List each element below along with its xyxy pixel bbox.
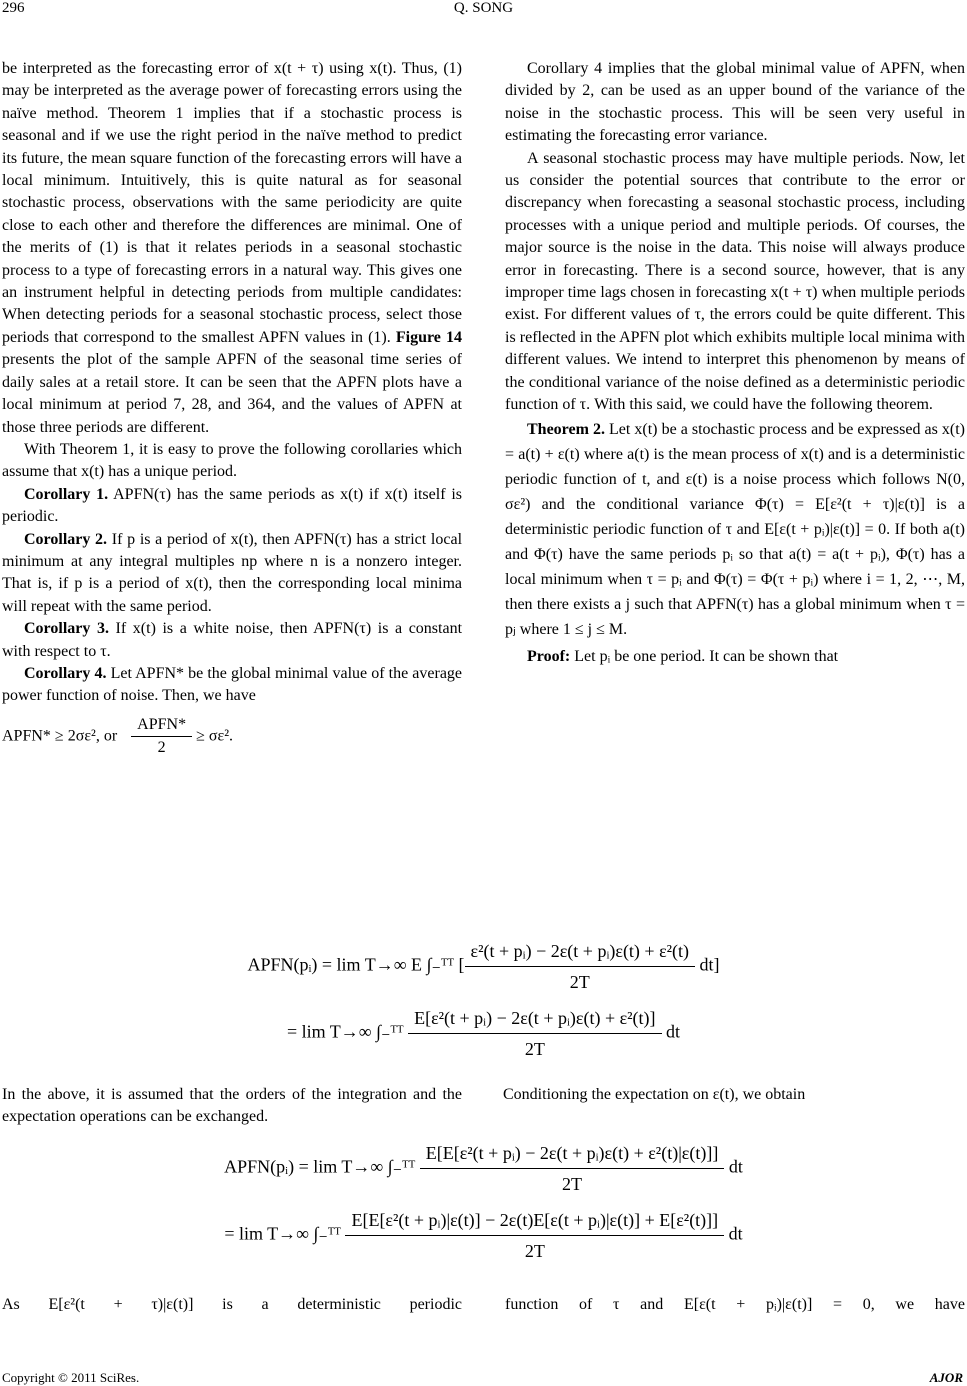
corollary-1 bbox=[2, 484, 462, 529]
corollary-text: If p is a period of x(t), then APFN(τ) has a strict local minimum at any integral multiples np where n is a nonzero integer. That is, if p is a period of x(t), then the corresponding local minima will repeat with the same period. bbox=[2, 530, 463, 615]
fraction bbox=[345, 1205, 724, 1266]
denominator: 2T bbox=[524, 1241, 545, 1261]
corollary-3 bbox=[2, 618, 462, 663]
equation-part: ≥ σε². bbox=[196, 727, 233, 745]
fraction bbox=[420, 1138, 725, 1199]
differential: dt bbox=[699, 954, 714, 975]
corollary-text: Let APFN* be the global minimal value of the average power function of noise. Then, we have bbox=[2, 664, 463, 705]
corollary-label: Corollary 3. bbox=[24, 620, 109, 638]
theorem-label: Theorem 2. bbox=[527, 420, 605, 438]
numerator: E[E[ε²(t + pᵢ)|ε(t)] − 2ε(t)E[ε(t + pᵢ)|ε(t)] + E[ε²(t)]] bbox=[345, 1205, 724, 1236]
figure-reference: Figure 14 bbox=[395, 328, 463, 346]
paragraph-text: presents the plot of the sample APFN of the seasonal time series of daily sales at a retail store. It can be seen that the APFN plots have a local minimum at period 7, 28, and 364, and the values of APFN at those three periods are different. bbox=[2, 351, 462, 436]
corollary-label: Corollary 1. bbox=[24, 485, 109, 503]
equation-lhs: = lim T→∞ bbox=[224, 1223, 309, 1244]
equation-line: APFN(pᵢ) = lim T→∞ E ∫₋ᵀᵀ [ $\frac{\text{ε²(t + pᵢ) − 2ε(t + pᵢ)ε(t) + ε²(t)}}{2T}$ dt] bbox=[0, 936, 967, 997]
equation-conditional-expansion bbox=[0, 1138, 967, 1266]
corollary-4 bbox=[2, 663, 462, 708]
differential: dt bbox=[728, 1156, 743, 1177]
paragraph bbox=[2, 58, 462, 439]
equation-lhs: = lim T→∞ bbox=[286, 1021, 372, 1042]
denominator: 2T bbox=[569, 972, 590, 992]
corollary-4-equation bbox=[2, 714, 462, 760]
proof bbox=[505, 646, 965, 668]
theorem-text: Let x(t) be a stochastic process and be expressed as x(t) = a(t) + ε(t) where a(t) is the mean process of x(t) and is a deterministic periodic function of t, and ε(t) is a noise process which follows N(0, σε²) and the conditional variance Φ(τ) = E[ε²(t + τ)|ε(t)] is a deterministic periodic function of τ and E[ε(t + pᵢ)|ε(t)] = 0. If both a(t) and Φ(τ) have the same periods pᵢ so that a(t) = a(t + pᵢ), Φ(τ) has a local minimum when τ = pᵢ and Φ(τ) = Φ(τ + pᵢ) where i = 1, 2, ⋯, M, then there exists a j such that APFN(τ) has a global minimum when τ = pⱼ where 1 ≤ j ≤ M. bbox=[505, 420, 965, 638]
equation-lhs: APFN(pᵢ) = lim T→∞ bbox=[224, 1156, 384, 1177]
fraction bbox=[465, 936, 695, 997]
numerator: APFN* bbox=[131, 714, 192, 737]
corollary-label: Corollary 4. bbox=[24, 664, 107, 682]
corollary-label: Corollary 2. bbox=[24, 530, 108, 548]
fraction bbox=[408, 1003, 661, 1064]
paragraph: Corollary 4 implies that the global minimal value of APFN, when divided by 2, can be used as an upper bound of the variance of the noise in the stochastic process. This will be seen very useful in estimating the forecasting error variance. bbox=[505, 60, 965, 145]
proof-text: Let pᵢ be one period. It can be shown that bbox=[574, 647, 839, 665]
copyright-footer: Copyright © 2011 SciRes. bbox=[2, 1370, 140, 1385]
paragraph-text: be interpreted as the forecasting error of x(t + τ) using x(t). Thus, (1) may be interpreted as the average power of forecasting errors using the naïve method. Theorem 1 implies that if a stochastic process is seasonal and if we use the right period in the naïve method to predict its future, the mean square function of the forecasting errors will have a local minimum. Intuitively, this is quite natural as for seasonal stochastic process, observations with the same periodicity are quite close to each other and therefore the differences are minimal. One of the merits of (1) is that it relates periods in a seasonal stochastic process to a type of forecasting errors in a natural way. This gives one an instrument helpful in detecting periods from multiple candidates: When detecting periods for a seasonal stochastic process, select those periods that correspond to the smallest APFN values in (1). bbox=[2, 60, 462, 346]
denominator: 2T bbox=[562, 1174, 583, 1194]
proof-label: Proof: bbox=[527, 647, 571, 665]
paragraph: In the above, it is assumed that the orders of the integration and the expectation operations can be exchanged. bbox=[2, 1086, 462, 1126]
numerator: ε²(t + pᵢ) − 2ε(t + pᵢ)ε(t) + ε²(t) bbox=[465, 936, 695, 967]
integral-sign: ∫₋ᵀᵀ bbox=[387, 1156, 416, 1177]
paragraph: Conditioning the expectation on ε(t), we obtain bbox=[503, 1086, 806, 1103]
paragraph: With Theorem 1, it is easy to prove the following corollaries which assume that x(t) has a unique period. bbox=[2, 440, 462, 481]
paragraph: A seasonal stochastic process may have multiple periods. Now, let us consider the potential sources that contribute to the error or discrepancy when forecasting a seasonal stochastic process, including processes with a unique period and multiple periods. Of courses, the major source is the noise in the data. This noise will always produce error in forecasting. There is a second source, however, that is any improper time lags chosen in forecasting x(t + τ) when multiple periods exist. For different values of τ, the errors could be quite different. This is reflected in the APFN plot which exhibits multiple local minima with different values. We intend to interpret this phenomenon by means of the conditional variance of the noise defined as a deterministic periodic function of τ. With this said, we could have the following theorem. bbox=[505, 149, 965, 414]
paragraph: function of τ and E[ε(t + pᵢ)|ε(t)] = 0, we have bbox=[505, 1296, 965, 1313]
corollary-text: If x(t) is a white noise, then APFN(τ) is a constant with respect to τ. bbox=[2, 620, 463, 660]
equation-part: APFN* ≥ 2σε², or bbox=[2, 727, 118, 745]
journal-footer: AJOR bbox=[929, 1370, 963, 1385]
equation-line bbox=[0, 1003, 967, 1064]
page-number: 296 bbox=[2, 0, 25, 16]
fraction bbox=[131, 714, 192, 760]
differential: dt bbox=[728, 1223, 743, 1244]
integral-sign: ∫₋ᵀᵀ bbox=[313, 1223, 341, 1244]
corollary-text: APFN(τ) has the same periods as x(t) if x(t) itself is periodic. bbox=[2, 485, 463, 526]
corollary-2 bbox=[2, 529, 462, 619]
equation-apfn-expansion bbox=[0, 936, 967, 1064]
denominator: 2T bbox=[524, 1039, 545, 1059]
integral-sign: ∫₋ᵀᵀ bbox=[426, 954, 455, 975]
equation-line bbox=[0, 1138, 967, 1199]
right-column bbox=[505, 58, 965, 668]
equation-line bbox=[0, 1205, 967, 1266]
running-header-author: Q. SONG bbox=[453, 0, 514, 16]
paragraph: As E[ε²(t + τ)|ε(t)] is a deterministic periodic bbox=[2, 1296, 462, 1313]
theorem-2 bbox=[505, 417, 965, 642]
left-column bbox=[2, 58, 462, 760]
differential: dt bbox=[666, 1021, 681, 1042]
equation-lhs: APFN(pᵢ) = lim T→∞ E bbox=[247, 954, 423, 975]
numerator: E[E[ε²(t + pᵢ) − 2ε(t + pᵢ)ε(t) + ε²(t)|ε(t)]] bbox=[420, 1138, 725, 1169]
numerator: E[ε²(t + pᵢ) − 2ε(t + pᵢ)ε(t) + ε²(t)] bbox=[408, 1003, 661, 1034]
integral-sign: ∫₋ᵀᵀ bbox=[376, 1021, 404, 1042]
denominator: 2 bbox=[157, 739, 166, 757]
